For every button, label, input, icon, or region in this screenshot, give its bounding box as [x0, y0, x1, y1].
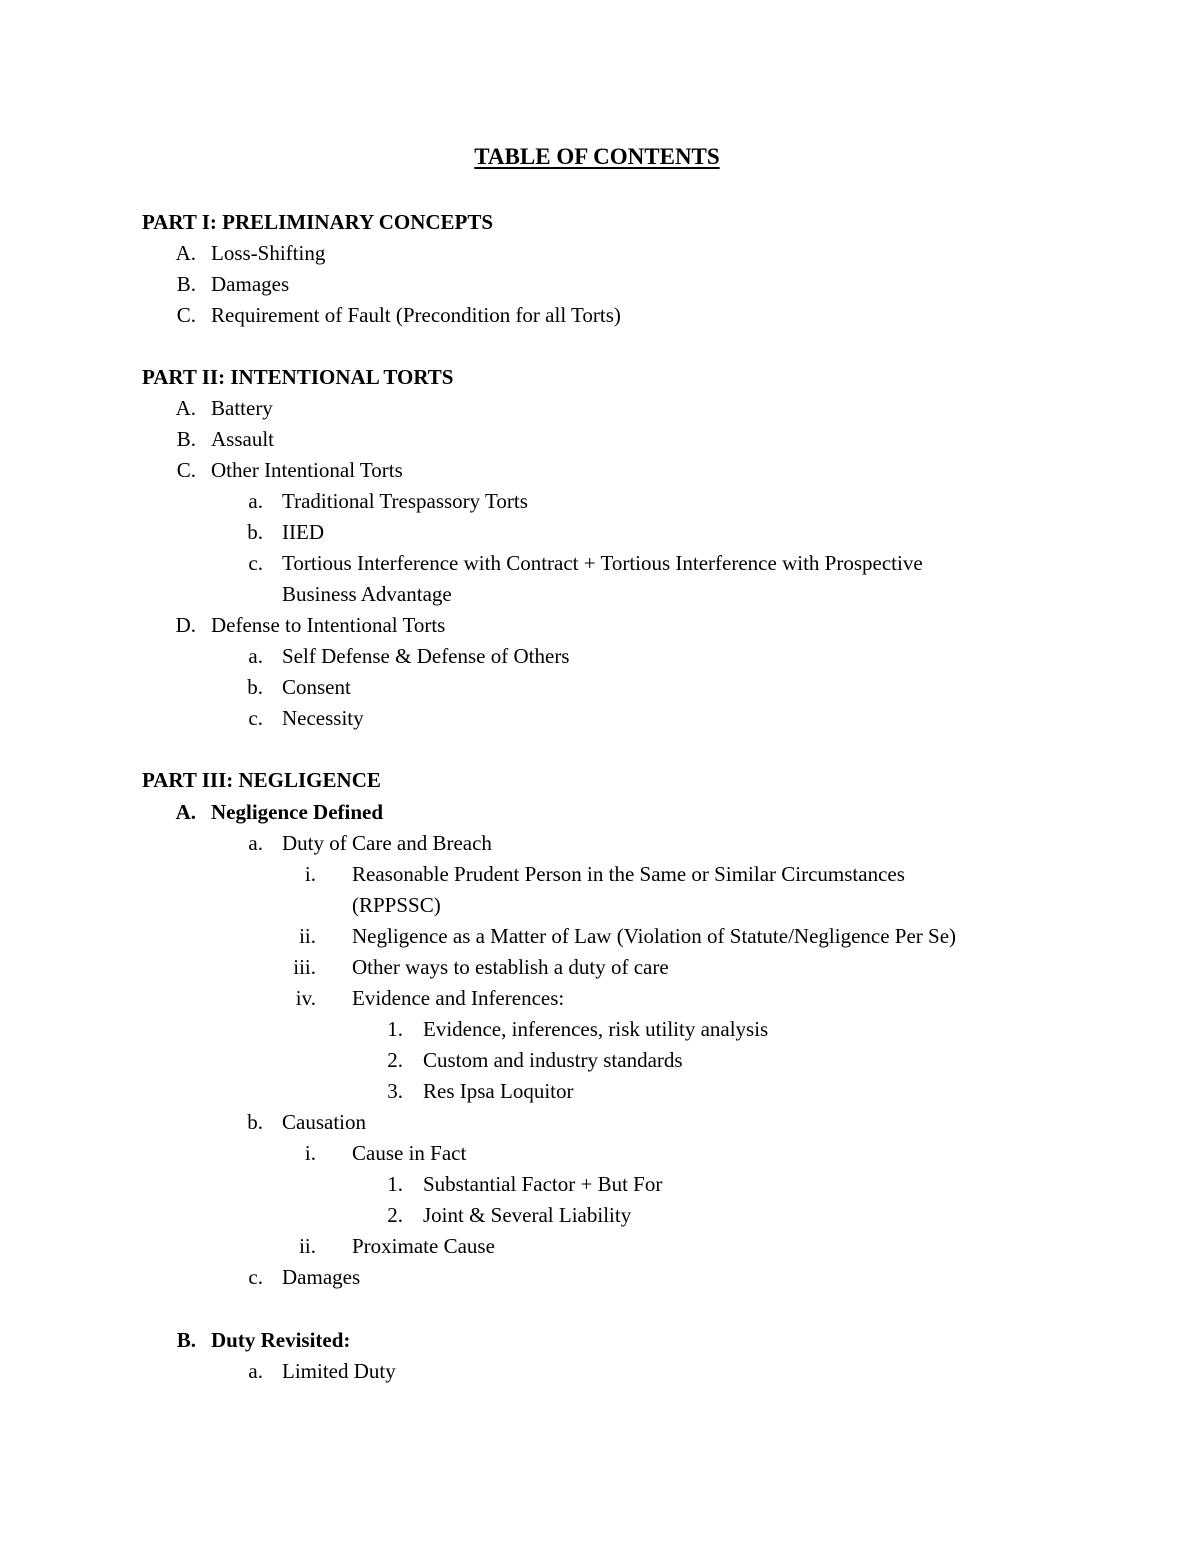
part-2-heading: PART II: INTENTIONAL TORTS: [142, 365, 454, 389]
entry-text: Causation: [282, 1110, 366, 1134]
entry-text: Custom and industry standards: [423, 1048, 683, 1072]
part-3-heading: PART III: NEGLIGENCE: [142, 768, 381, 792]
entry-text: IIED: [282, 520, 324, 544]
entry-text: Evidence and Inferences:: [352, 986, 565, 1010]
entry-marker: i.: [304, 862, 316, 886]
entry-text: Assault: [211, 427, 274, 451]
entry-marker: c.: [248, 706, 263, 730]
entry-text: Res Ipsa Loquitor: [423, 1079, 574, 1103]
entry-marker: A.: [175, 396, 196, 420]
toc-title: TABLE OF CONTENTS: [474, 144, 720, 169]
entry-marker: iii.: [293, 955, 316, 979]
entry-marker: b.: [247, 675, 263, 699]
entry-text: Requirement of Fault (Precondition for all Torts): [211, 303, 621, 327]
entry-text: Defense to Intentional Torts: [211, 613, 446, 637]
entry-text: Tortious Interference with Contract + Tortious Interference with Prospective: [282, 551, 923, 575]
entry-marker: C.: [176, 303, 196, 327]
entry-marker: c.: [248, 1265, 263, 1289]
entry-text: Limited Duty: [282, 1359, 396, 1383]
entry-text: Traditional Trespassory Torts: [282, 489, 528, 513]
entry-text: Loss-Shifting: [211, 241, 326, 265]
entry-text: Duty Revisited:: [211, 1328, 351, 1352]
entry-marker: 3.: [387, 1079, 403, 1103]
entry-marker: ii.: [299, 924, 316, 948]
entry-text: Damages: [211, 272, 290, 296]
entry-marker: c.: [248, 551, 263, 575]
entry-marker: ii.: [299, 1234, 316, 1258]
entry-text: Evidence, inferences, risk utility analysis: [423, 1017, 769, 1041]
entry-marker: b.: [247, 520, 263, 544]
entry-marker: 1.: [387, 1017, 403, 1041]
part-1-heading: PART I: PRELIMINARY CONCEPTS: [142, 210, 494, 234]
entry-marker: a.: [248, 1359, 263, 1383]
entry-text: Damages: [282, 1265, 361, 1289]
entry-text: Reasonable Prudent Person in the Same or Similar Circumstances: [352, 862, 905, 886]
entry-text: Battery: [211, 396, 273, 420]
entry-text-continued: Business Advantage: [282, 582, 452, 606]
entry-text: Cause in Fact: [352, 1141, 467, 1165]
entry-marker: 1.: [387, 1172, 403, 1196]
entry-text: Necessity: [282, 706, 364, 730]
entry-marker: b.: [247, 1110, 263, 1134]
entry-marker: i.: [304, 1141, 316, 1165]
entry-marker: A.: [175, 241, 196, 265]
entry-text: Other ways to establish a duty of care: [352, 955, 669, 979]
entry-marker: B.: [176, 1328, 196, 1352]
entry-marker: D.: [175, 613, 196, 637]
entry-text: Negligence as a Matter of Law (Violation of Statute/Negligence Per Se): [352, 924, 957, 948]
entry-marker: B.: [176, 272, 196, 296]
entry-text: Self Defense & Defense of Others: [282, 644, 570, 668]
entry-marker: B.: [176, 427, 196, 451]
entry-text: Consent: [282, 675, 351, 699]
entry-marker: 2.: [387, 1203, 403, 1227]
entry-text: Substantial Factor + But For: [423, 1172, 663, 1196]
entry-marker: a.: [248, 644, 263, 668]
entry-marker: 2.: [387, 1048, 403, 1072]
entry-marker: A.: [175, 800, 196, 824]
entry-text-continued: (RPPSSC): [352, 893, 441, 917]
entry-text: Duty of Care and Breach: [282, 831, 492, 855]
entry-marker: a.: [248, 831, 263, 855]
entry-text: Other Intentional Torts: [211, 458, 403, 482]
entry-text: Negligence Defined: [211, 800, 384, 824]
entry-text: Proximate Cause: [352, 1234, 495, 1258]
entry-marker: iv.: [295, 986, 316, 1010]
entry-marker: a.: [248, 489, 263, 513]
entry-text: Joint & Several Liability: [423, 1203, 632, 1227]
entry-marker: C.: [176, 458, 196, 482]
